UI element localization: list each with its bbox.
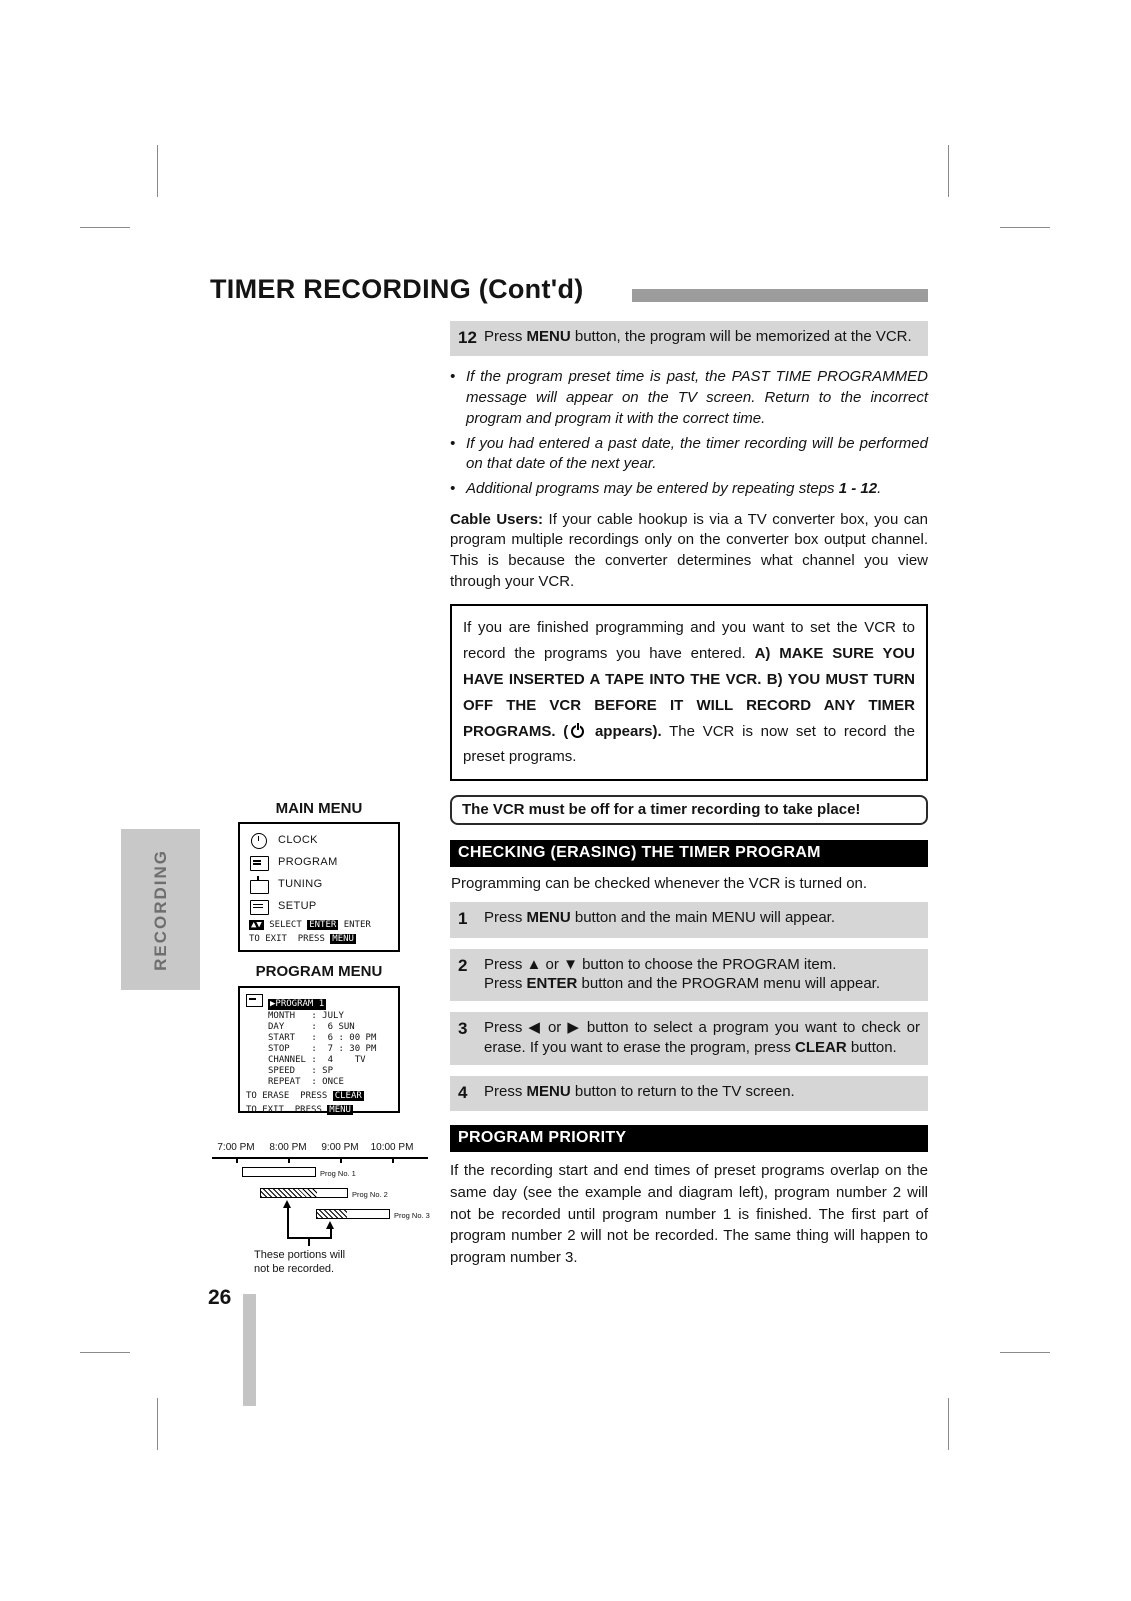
timeline-caption: [254, 1248, 345, 1276]
caption-line-2: not be recorded.: [254, 1263, 335, 1275]
recording-tab-label: RECORDING: [150, 848, 170, 971]
menu-item-clock: [249, 829, 391, 851]
step-number: 3: [458, 1019, 468, 1039]
menu-item-label: SETUP: [278, 900, 317, 912]
axis-tick: [392, 1157, 394, 1163]
program-row-channel: CHANNEL : 4 TV: [268, 1055, 366, 1065]
cable-users-paragraph: Cable Users: If your cable hookup is via a TV converter box, you can program multiple recordings only on the converter box output channel. This is because the converter determines what channel you view through your VCR.: [450, 510, 928, 590]
program-row-repeat: REPEAT : ONCE: [268, 1077, 344, 1087]
bracket-line: [287, 1237, 332, 1239]
program-1-label: Prog No. 1: [320, 1169, 356, 1178]
tick-label: 10:00 PM: [370, 1142, 414, 1153]
crop-mark: [1000, 1352, 1050, 1353]
title-rule: [632, 289, 928, 302]
tick-label: 7:00 PM: [217, 1142, 255, 1153]
step-number: 12: [458, 328, 477, 347]
step-1: [450, 902, 928, 937]
recording-tab: [121, 829, 200, 990]
page-title: TIMER RECORDING (Cont'd): [210, 274, 584, 304]
note-text: If you had entered a past date, the timer recording will be performed on that date of the next year.: [466, 434, 928, 473]
program-3-unrecorded: [317, 1210, 347, 1218]
time-axis: [212, 1157, 428, 1159]
crop-mark: [948, 1398, 949, 1450]
menu-item-label: PROGRAM: [278, 856, 338, 868]
setup-icon: [249, 898, 269, 915]
menu-item-label: TUNING: [278, 878, 323, 890]
program-row-day: DAY : 6 SUN: [268, 1022, 355, 1032]
step-text: Press ▲ or ▼ button to choose the PROGRAM item. Press ENTER button and the PROGRAM menu will appear.: [484, 955, 881, 993]
notice-box: If you are finished programming and you want to set the VCR to record the programs you have entered. A) MAKE SURE YOU HAVE INSERTED A TAPE INTO THE VCR. B) YOU MUST TURN OFF THE VCR BEFORE IT WILL RECORD ANY TIMER PROGRAMS. ( appears). The VCR is now set to record the preset programs.: [450, 604, 928, 781]
program-row-stop: STOP : 7 : 30 PM: [268, 1044, 377, 1054]
crop-mark: [157, 145, 158, 197]
menu-item-program: [249, 851, 391, 873]
main-menu-heading: MAIN MENU: [275, 800, 363, 817]
menu-item-setup: [249, 895, 391, 917]
crop-mark: [157, 1398, 158, 1450]
menu-footer-exit: TO EXIT PRESS MENU: [249, 934, 354, 944]
axis-tick: [236, 1157, 238, 1163]
arrow-icon: [283, 1200, 291, 1208]
page-edge-strip: [243, 1294, 256, 1406]
note-text: If the program preset time is past, the PAST TIME PROGRAMMED message will appear on the TV screen. Return to the incorrect program and program it with the correct time.: [466, 368, 928, 427]
step-number: 4: [458, 1082, 468, 1102]
timeline-diagram: [212, 1142, 444, 1292]
tuning-icon: [249, 876, 269, 893]
menu-footer-select: ▲▼ SELECT ENTER ENTER: [251, 920, 371, 930]
program-menu-title: ▶PROGRAM 1: [270, 999, 325, 1009]
program-row-month: MONTH : JULY: [268, 1011, 344, 1021]
arrow-shaft: [330, 1229, 332, 1237]
section-header-priority: PROGRAM PRIORITY: [450, 1125, 928, 1152]
program-2-bar: [260, 1188, 348, 1198]
bracket-stem: [308, 1237, 310, 1246]
step-text: Press MENU button to return to the TV screen.: [484, 1082, 795, 1100]
bullet-icon: [450, 434, 466, 475]
rec-icon: [246, 993, 264, 1007]
program-menu-heading: PROGRAM MENU: [255, 963, 383, 980]
axis-tick: [340, 1157, 342, 1163]
main-menu-screen: [238, 822, 400, 952]
section-header-checking: CHECKING (ERASING) THE TIMER PROGRAM: [450, 840, 928, 867]
step-3: [450, 1012, 928, 1065]
crop-mark: [1000, 227, 1050, 228]
tick-label: 8:00 PM: [269, 1142, 307, 1153]
program-menu-screen: [238, 986, 400, 1113]
main-content: [450, 321, 928, 1269]
page-number: 26: [208, 1286, 232, 1309]
program-row-speed: SPEED : SP: [268, 1066, 334, 1076]
menu-item-tuning: [249, 873, 391, 895]
arrow-shaft: [287, 1208, 289, 1237]
note-item: [450, 367, 928, 429]
note-item: [450, 479, 928, 500]
bullet-icon: [450, 479, 466, 500]
clock-icon: [249, 832, 269, 849]
crop-mark: [80, 227, 130, 228]
program-3-label: Prog No. 3: [394, 1211, 430, 1220]
program-2-label: Prog No. 2: [352, 1190, 388, 1199]
priority-body: If the recording start and end times of preset programs overlap on the same day (see the example and diagram left), program number 2 will not be recorded until program number 1 is finished. The first part of program number 2 will not be recorded. The same thing will happen to program number 3.: [450, 1162, 928, 1267]
crop-mark: [80, 1352, 130, 1353]
section-intro: Programming can be checked whenever the VCR is turned on.: [451, 875, 868, 893]
step-text: Press MENU button, the program will be memorized at the VCR.: [484, 328, 912, 345]
step-4: [450, 1076, 928, 1111]
program-footer-exit: TO EXIT PRESS MENU: [246, 1105, 351, 1115]
tick-label: 9:00 PM: [321, 1142, 359, 1153]
step-12: [450, 321, 928, 356]
note-item: [450, 434, 928, 475]
caption-line-1: These portions will: [254, 1249, 346, 1261]
step-number: 1: [458, 909, 468, 929]
vcr-off-note: The VCR must be off for a timer recording to take place!: [450, 795, 928, 825]
program-1-bar: [242, 1167, 316, 1177]
step-number: 2: [458, 955, 468, 975]
crop-mark: [948, 145, 949, 197]
program-icon: [249, 854, 269, 871]
program-row-start: START : 6 : 00 PM: [268, 1033, 377, 1043]
step-text: Press ◀ or ▶ button to select a program you want to check or erase. If you want to erase the program, press CLEAR button.: [484, 1019, 921, 1056]
note-text: Additional programs may be entered by repeating steps 1 - 12.: [466, 479, 882, 497]
menu-item-label: CLOCK: [278, 834, 318, 846]
step-2: [450, 949, 928, 1002]
step-text: Press MENU button and the main MENU will appear.: [484, 909, 835, 927]
arrow-icon: [326, 1221, 334, 1229]
program-footer-erase: TO ERASE PRESS CLEAR: [246, 1091, 362, 1101]
program-3-bar: [316, 1209, 390, 1219]
program-2-unrecorded: [261, 1189, 317, 1197]
bullet-icon: [450, 367, 466, 429]
axis-tick: [288, 1157, 290, 1163]
